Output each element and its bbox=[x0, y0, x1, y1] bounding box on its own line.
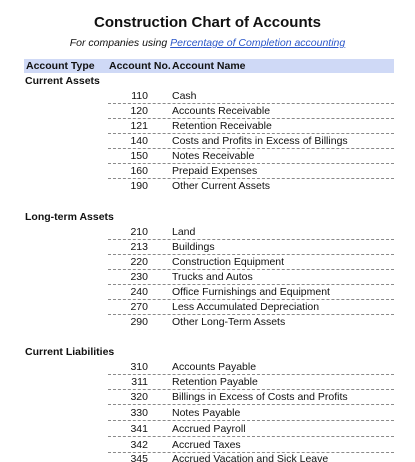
account-number: 240 bbox=[130, 286, 148, 298]
account-name: Billings in Excess of Costs and Profits bbox=[172, 391, 348, 403]
section-label-current-assets: Current Assets bbox=[25, 75, 100, 87]
page-subtitle bbox=[0, 37, 415, 49]
table-row bbox=[108, 89, 394, 104]
table-row bbox=[108, 360, 394, 375]
account-number: 341 bbox=[130, 423, 148, 435]
account-number: 230 bbox=[130, 271, 148, 283]
table-row bbox=[108, 134, 394, 149]
table-row bbox=[108, 149, 394, 164]
table-row bbox=[108, 315, 394, 329]
header-account-type: Account Type bbox=[26, 60, 95, 72]
account-number: 220 bbox=[130, 256, 148, 268]
account-name: Construction Equipment bbox=[172, 256, 285, 268]
account-number: 320 bbox=[130, 391, 148, 403]
account-number: 342 bbox=[130, 439, 148, 451]
account-name: Buildings bbox=[172, 241, 215, 253]
account-number: 213 bbox=[130, 241, 148, 253]
account-number: 330 bbox=[130, 407, 148, 419]
account-name: Accrued Payroll bbox=[172, 423, 246, 435]
table-row bbox=[108, 104, 394, 119]
account-name: Notes Receivable bbox=[172, 150, 255, 162]
account-name: Notes Payable bbox=[172, 407, 241, 419]
account-name: Cash bbox=[172, 90, 197, 102]
table-row bbox=[108, 240, 394, 255]
table-row bbox=[108, 119, 394, 134]
table-row bbox=[108, 285, 394, 300]
table-row bbox=[108, 375, 394, 390]
header-account-name: Account Name bbox=[172, 60, 246, 72]
account-number: 121 bbox=[130, 120, 148, 132]
account-name: Accounts Receivable bbox=[172, 105, 271, 117]
account-number: 290 bbox=[130, 316, 148, 328]
table-row bbox=[108, 270, 394, 285]
table-row bbox=[108, 438, 394, 453]
account-name: Retention Receivable bbox=[172, 120, 272, 132]
account-number: 311 bbox=[131, 376, 148, 388]
section-label-current-liabilities: Current Liabilities bbox=[25, 346, 115, 358]
account-name: Prepaid Expenses bbox=[172, 165, 258, 177]
account-name: Retention Payable bbox=[172, 376, 258, 388]
account-number: 310 bbox=[130, 361, 148, 373]
table-header bbox=[24, 59, 394, 73]
account-number: 270 bbox=[130, 301, 148, 313]
table-row bbox=[108, 179, 394, 193]
table-row bbox=[108, 390, 394, 405]
table-row bbox=[108, 406, 394, 421]
page-title: Construction Chart of Accounts bbox=[94, 14, 321, 31]
account-number: 150 bbox=[130, 150, 148, 162]
account-name: Other Long-Term Assets bbox=[172, 316, 286, 328]
header-account-number: Account No. bbox=[109, 60, 171, 72]
account-number: 120 bbox=[130, 105, 148, 117]
account-number: 190 bbox=[130, 180, 148, 192]
section-label-long-term-assets: Long-term Assets bbox=[25, 211, 114, 223]
subtitle-prefix: For companies using bbox=[69, 37, 171, 49]
account-name: Office Furnishings and Equipment bbox=[172, 286, 330, 298]
table-row bbox=[108, 225, 394, 240]
account-number: 110 bbox=[131, 90, 148, 102]
account-number: 160 bbox=[130, 165, 148, 177]
percentage-of-completion-link[interactable]: Percentage of Completion accounting bbox=[170, 37, 346, 49]
account-name: Less Accumulated Depreciation bbox=[172, 301, 320, 313]
account-name: Accrued Vacation and Sick Leave bbox=[172, 453, 329, 462]
table-row bbox=[108, 164, 394, 179]
table-row bbox=[108, 255, 394, 270]
account-name: Other Current Assets bbox=[172, 180, 271, 192]
table-row bbox=[108, 452, 394, 462]
account-name: Accounts Payable bbox=[172, 361, 257, 373]
account-number: 140 bbox=[130, 135, 148, 147]
account-number: 345 bbox=[130, 453, 148, 462]
account-number: 210 bbox=[130, 226, 148, 238]
account-name: Trucks and Autos bbox=[172, 271, 253, 283]
account-name: Accrued Taxes bbox=[172, 439, 241, 451]
account-name: Land bbox=[172, 226, 196, 238]
table-row bbox=[108, 422, 394, 437]
table-row bbox=[108, 300, 394, 315]
account-name: Costs and Profits in Excess of Billings bbox=[172, 135, 348, 147]
